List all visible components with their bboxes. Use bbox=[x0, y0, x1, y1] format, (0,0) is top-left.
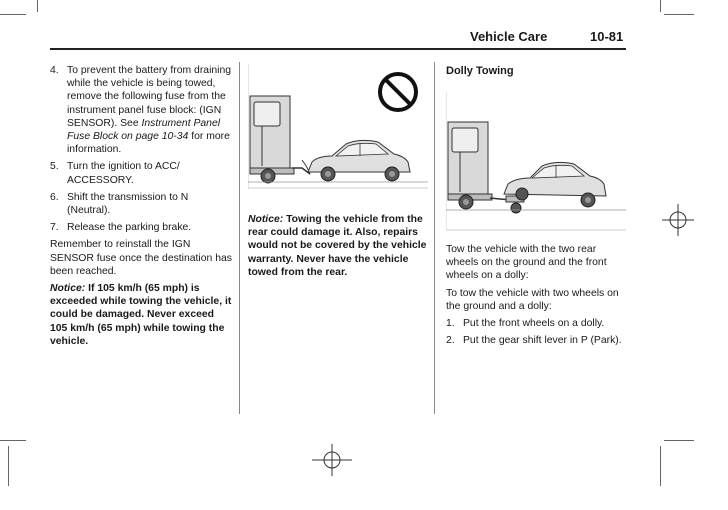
list-item: 6. Shift the transmission to N (Neutral). bbox=[50, 191, 189, 217]
cross-reference-link[interactable]: Instrument Panel Fuse Block on page 10-34 bbox=[67, 117, 221, 143]
dolly-tow-illustration bbox=[446, 92, 626, 232]
dolly-lead: To tow the vehicle with two wheels on the ground and a dolly: bbox=[446, 287, 619, 312]
right-column-text bbox=[446, 243, 626, 351]
list-item: 2. Put the gear shift lever in P (Park). bbox=[446, 335, 622, 347]
section-title: Vehicle Care bbox=[470, 29, 548, 44]
dolly-intro: Tow the vehicle with the two rear wheels on the ground and the front wheels on a dolly: bbox=[446, 244, 607, 282]
list-item: 4. To prevent the battery from draining while the vehicle is being towed, remove the following fuse from the instrument panel fuse block: (IGN SENSOR). See Instrument Panel Fuse Block on page 10-34 for more information. bbox=[50, 65, 232, 156]
reminder-paragraph: Remember to reinstall the IGN SENSOR fuse once the destination has been reached. bbox=[50, 239, 232, 277]
section-heading: Dolly Towing bbox=[446, 65, 514, 77]
list-item: 1. Put the front wheels on a dolly. bbox=[446, 318, 605, 330]
registration-mark-right bbox=[662, 204, 694, 236]
list-item: 5. Turn the ignition to ACC/ ACCESSORY. bbox=[50, 161, 180, 186]
speed-notice: Notice: If 105 km/h (65 mph) is exceeded while towing the vehicle, it could be damaged. Never exceed 105 km/h (65 mph) while towing the vehicle. bbox=[50, 283, 232, 347]
list-item: 7. Release the parking brake. bbox=[50, 222, 192, 234]
left-column bbox=[50, 64, 232, 352]
rear-tow-prohibited-illustration bbox=[248, 64, 428, 210]
page-number: 10-81 bbox=[590, 29, 624, 44]
registration-mark-bottom bbox=[312, 444, 352, 476]
rear-tow-notice: Notice: Towing the vehicle from the rear could damage it. Also, repairs would not be covered by the vehicle warranty. Never have the vehicle towed from the rear. bbox=[248, 214, 427, 278]
